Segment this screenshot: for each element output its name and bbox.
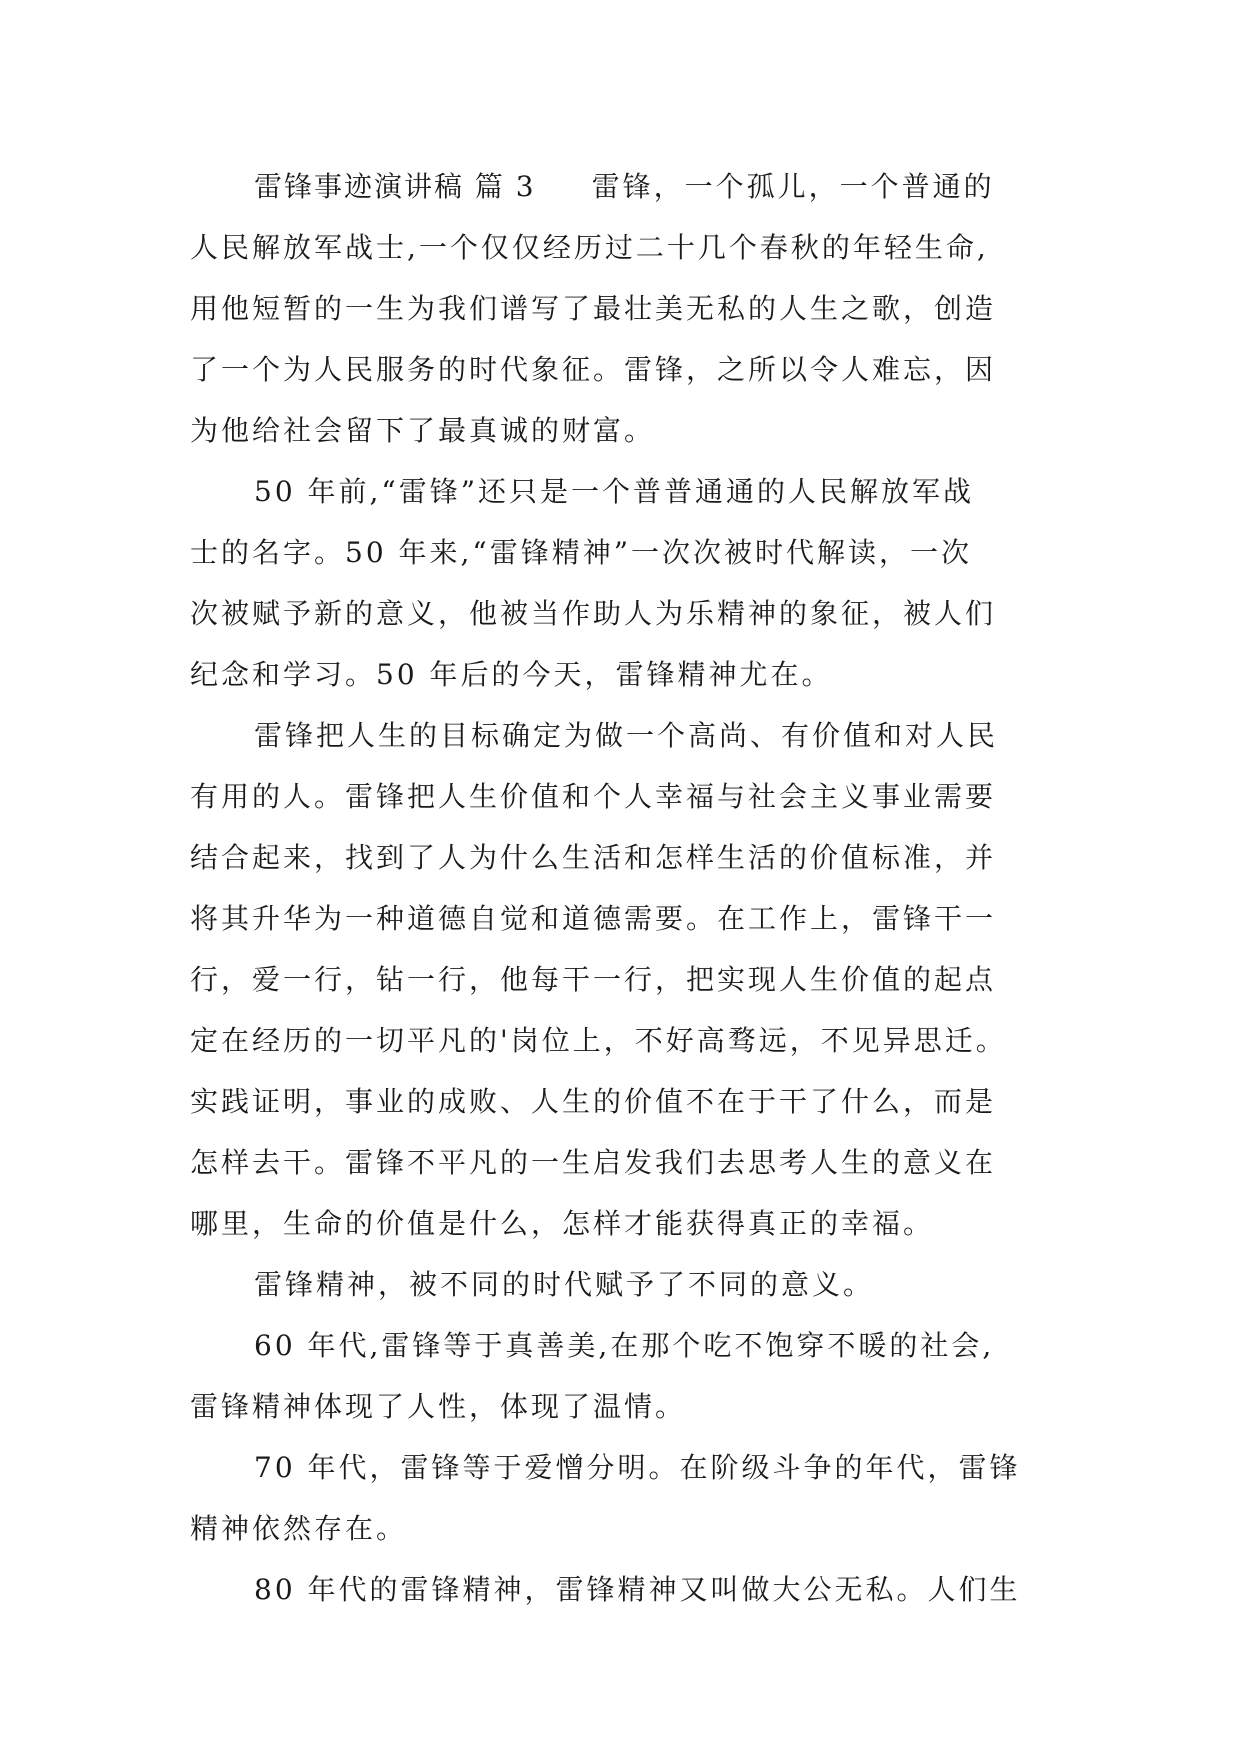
paragraph-6-line-1: 70 年代，雷锋等于爱憎分明。在阶级斗争的年代，雷锋 — [254, 1451, 1021, 1484]
paragraph-3-line-3: 结合起来，找到了人为什么生活和怎样生活的价值标准，并 — [190, 841, 997, 874]
paragraph-1-text-start: 雷锋，一个孤儿，一个普通的 — [591, 170, 995, 203]
paragraph-1-line-5: 为他给社会留下了最真诚的财富。 — [190, 414, 656, 447]
paragraph-2-line-3: 次被赋予新的意义，他被当作助人为乐精神的象征，被人们 — [190, 597, 997, 630]
paragraph-7-line-1: 80 年代的雷锋精神，雷锋精神又叫做大公无私。人们生 — [254, 1573, 1021, 1606]
document-body — [190, 156, 1070, 1620]
paragraph-2-line-1: 50 年前,“雷锋”还只是一个普普通通的人民解放军战 — [254, 475, 975, 508]
paragraph-5-line-2: 雷锋精神体现了人性，体现了温情。 — [190, 1390, 687, 1423]
paragraph-1-line-2: 人民解放军战士,一个仅仅经历过二十几个春秋的年轻生命, — [190, 231, 989, 264]
paragraph-5-line-1: 60 年代,雷锋等于真善美,在那个吃不饱穿不暖的社会, — [254, 1329, 995, 1362]
paragraph-6-line-2: 精神依然存在。 — [190, 1512, 408, 1545]
paragraph-1-line-3: 用他短暂的一生为我们谱写了最壮美无私的人生之歌，创造 — [190, 292, 997, 325]
paragraph-2-line-2: 士的名字。50 年来,“雷锋精神”一次次被时代解读，一次 — [190, 536, 973, 569]
paragraph-3-line-2: 有用的人。雷锋把人生价值和个人幸福与社会主义事业需要 — [190, 780, 997, 813]
paragraph-3-line-7: 实践证明，事业的成败、人生的价值不在于干了什么，而是 — [190, 1085, 997, 1118]
paragraph-3-line-8: 怎样去干。雷锋不平凡的一生启发我们去思考人生的意义在 — [190, 1146, 997, 1179]
paragraph-3-line-9: 哪里，生命的价值是什么，怎样才能获得真正的幸福。 — [190, 1207, 935, 1240]
paragraph-4-line-1: 雷锋精神，被不同的时代赋予了不同的意义。 — [254, 1268, 875, 1301]
paragraph-2-line-4: 纪念和学习。50 年后的今天，雷锋精神尤在。 — [190, 658, 833, 691]
paragraph-1-line-1 — [190, 156, 1070, 217]
paragraph-3-line-4: 将其升华为一种道德自觉和道德需要。在工作上，雷锋干一 — [190, 902, 997, 935]
paragraph-3-line-1: 雷锋把人生的目标确定为做一个高尚、有价值和对人民 — [254, 719, 999, 752]
paragraph-3-line-5: 行，爱一行，钻一行，他每干一行，把实现人生价值的起点 — [190, 963, 997, 996]
paragraph-1-line-4: 了一个为人民服务的时代象征。雷锋，之所以令人难忘，因 — [190, 353, 997, 386]
paragraph-3-line-6: 定在经历的一切平凡的'岗位上，不好高骛远，不见异思迁。 — [190, 1024, 1007, 1057]
document-title: 雷锋事迹演讲稿 篇 3 — [254, 170, 536, 203]
